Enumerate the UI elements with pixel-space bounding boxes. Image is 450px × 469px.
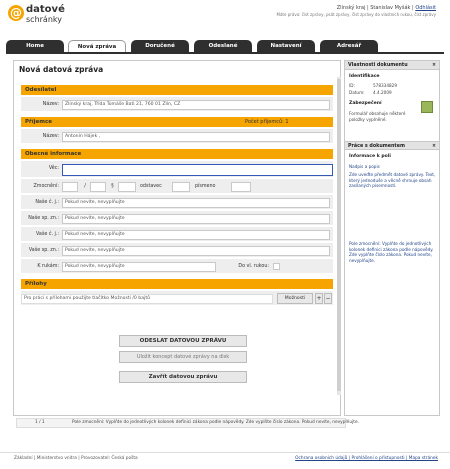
- send-message-button[interactable]: ODESLAT DATOVOU ZPRÁVU: [119, 335, 247, 347]
- recipient-name-label: Název:: [42, 134, 59, 139]
- our-ref-row: [21, 195, 333, 210]
- sender-section-header: [21, 85, 333, 95]
- general-section-header: [21, 149, 333, 159]
- footer-divider: [0, 452, 450, 453]
- personal-delivery-label: Do vl. rukou:: [238, 264, 269, 269]
- sender-section-title: Odesílatel: [25, 87, 57, 93]
- status-bar: [16, 418, 359, 428]
- your-file-label: Vaše sp. zn.:: [28, 248, 59, 253]
- save-draft-button[interactable]: Uložit koncept datové zprávy na disk: [119, 351, 247, 363]
- citation-law-number-input[interactable]: [62, 182, 78, 192]
- subject-label: Věc:: [48, 166, 59, 171]
- recipient-row: [21, 129, 333, 144]
- security-heading: Zabezpečení: [349, 101, 382, 106]
- work-panel-header: [345, 141, 439, 150]
- attachments-info: Pro práci s přílohami použijte tlačítko Možnosti /0 bajtů: [21, 294, 273, 304]
- our-file-label: Naše sp. zn.:: [28, 216, 59, 221]
- document-id-label: ID:: [349, 83, 355, 88]
- document-date-value: 4.4.2009: [373, 90, 392, 95]
- our-ref-input[interactable]: Pokud nevíte, nevyplňujte: [62, 198, 330, 208]
- field-hint-citation: Pole zmocnění: Vyplňte do jednotlivých kolonek definici zákona podle nápovědy. Zde vyplňte číslo zákona. Pokud nevíte, nevyplňujte.: [349, 241, 434, 263]
- close-properties-icon[interactable]: ×: [431, 63, 436, 68]
- tab-settings[interactable]: Nastavení: [257, 40, 315, 53]
- logo-text-line1: datové: [26, 4, 65, 15]
- attachment-add-button[interactable]: +: [316, 295, 322, 302]
- personal-delivery-checkbox[interactable]: [273, 263, 280, 270]
- citation-letter-label: písmeno: [195, 184, 216, 189]
- attachments-section-title: Přílohy: [25, 281, 47, 287]
- form-scrollbar[interactable]: [337, 77, 341, 395]
- properties-panel-title: Vlastnosti dokumentu: [348, 63, 408, 68]
- footer-links[interactable]: Ochrana osobních údajů | Prohlášení o přístupnosti | Mapa stránek: [295, 456, 438, 461]
- your-ref-input[interactable]: Pokud nevíte, nevyplňujte: [62, 230, 330, 240]
- subject-row: [21, 161, 333, 178]
- logo: [8, 3, 68, 29]
- tab-new-message[interactable]: Nová zpráva: [68, 40, 126, 53]
- status-hint-text: Pole zmocnění: Vyplňte do jednotlivých kolonek definici zákona podle nápovědy. Zde vyplňte číslo zákona. Pokud nevíte, nevyplňujte.: [72, 420, 359, 425]
- your-ref-row: [21, 227, 333, 242]
- attachments-section-header: [21, 279, 333, 289]
- edit-document-icon[interactable]: [421, 101, 433, 113]
- attachment-remove-button[interactable]: −: [325, 295, 331, 302]
- citation-paragraph-input[interactable]: [172, 182, 190, 192]
- document-properties-panel: [344, 60, 440, 416]
- our-ref-label: Naše č. j.:: [35, 200, 59, 205]
- your-ref-label: Vaše č. j.:: [36, 232, 59, 237]
- security-note: Formulář obsahuje některé položky vyplněné.: [349, 111, 406, 122]
- logo-text-line2: schránky: [26, 15, 62, 24]
- close-work-panel-icon[interactable]: ×: [431, 144, 436, 149]
- citation-section-sign: §: [111, 184, 114, 189]
- close-message-button[interactable]: Zavřít datovou zprávu: [119, 371, 247, 383]
- tab-address-book[interactable]: Adresář: [320, 40, 378, 53]
- recipient-name-field[interactable]: Antonín Hájek ,: [62, 132, 330, 142]
- form-area: [17, 77, 337, 395]
- attachments-options-button[interactable]: Možnosti: [277, 293, 313, 304]
- user-info: [337, 5, 436, 11]
- tabs-divider: [6, 52, 444, 54]
- field-hint-subject: Zde uveďte předmět datové zprávy. Text, který jednoduše a věcně shrnuje obsah zasílaných písemností.: [349, 172, 436, 188]
- attention-row: [21, 259, 333, 274]
- user-text: Zlínský kraj | Stanislav Myšák |: [336, 5, 414, 11]
- field-info-heading: Informace k poli: [349, 154, 391, 159]
- tab-home[interactable]: Home: [6, 40, 64, 53]
- subject-input[interactable]: [62, 164, 333, 176]
- attention-label: K rukám:: [37, 264, 59, 269]
- logo-at-icon: @: [10, 6, 22, 20]
- citation-paragraph-label: odstavec: [140, 184, 162, 189]
- our-file-input[interactable]: Pokud nevíte, nevyplňujte: [62, 214, 330, 224]
- our-file-row: [21, 211, 333, 226]
- document-id-value: 578334829: [373, 83, 397, 88]
- form-scrollbar-thumb[interactable]: [337, 79, 341, 391]
- message-form-panel: [13, 60, 341, 416]
- citation-slash: /: [84, 184, 86, 189]
- sender-name-label: Název:: [42, 102, 59, 107]
- logout-link[interactable]: Odhlásit: [415, 5, 436, 11]
- attention-input[interactable]: Pokud nevíte, nevyplňujte: [62, 262, 216, 272]
- tab-received[interactable]: Doručené: [131, 40, 189, 53]
- citation-row: [21, 179, 333, 194]
- footer-info: Základní | Ministerstvo vnitra | Provozovatel: Česká pošta: [14, 456, 138, 461]
- recipient-count-link[interactable]: Počet příjemců: 1: [245, 119, 289, 125]
- citation-section-input[interactable]: [118, 182, 136, 192]
- properties-panel-header: [345, 61, 439, 70]
- sender-row: [21, 97, 333, 112]
- citation-label: Zmocnění:: [33, 184, 59, 189]
- status-page-indicator: 1 / 1: [35, 420, 45, 425]
- citation-law-year-input[interactable]: [90, 182, 106, 192]
- tab-sent[interactable]: Odeslané: [194, 40, 252, 53]
- document-date-label: Datum:: [349, 90, 365, 95]
- citation-letter-input[interactable]: [231, 182, 251, 192]
- sender-name-field: Zlínský kraj, Třída Tomáše Bati 21, 760 01 Zlín, CZ: [62, 100, 330, 110]
- recipient-section-header: [21, 117, 333, 127]
- attachments-row: [21, 291, 333, 306]
- identification-heading: Identifikace: [349, 74, 380, 79]
- permissions-note: Máte právo: číst zprávy, psát zprávy, číst zprávy do vlastních rukou, číst zprávy: [276, 12, 436, 17]
- your-file-row: [21, 243, 333, 258]
- your-file-input[interactable]: Pokud nevíte, nevyplňujte: [62, 246, 330, 256]
- field-hint-title: Nadpis a popis: [349, 164, 380, 169]
- recipient-section-title: Příjemce: [25, 119, 52, 125]
- page-title: Nová datová zpráva: [19, 65, 104, 74]
- work-panel-title: Práce s dokumentem: [348, 144, 405, 149]
- general-section-title: Obecné informace: [25, 151, 82, 157]
- app-header: [0, 0, 450, 34]
